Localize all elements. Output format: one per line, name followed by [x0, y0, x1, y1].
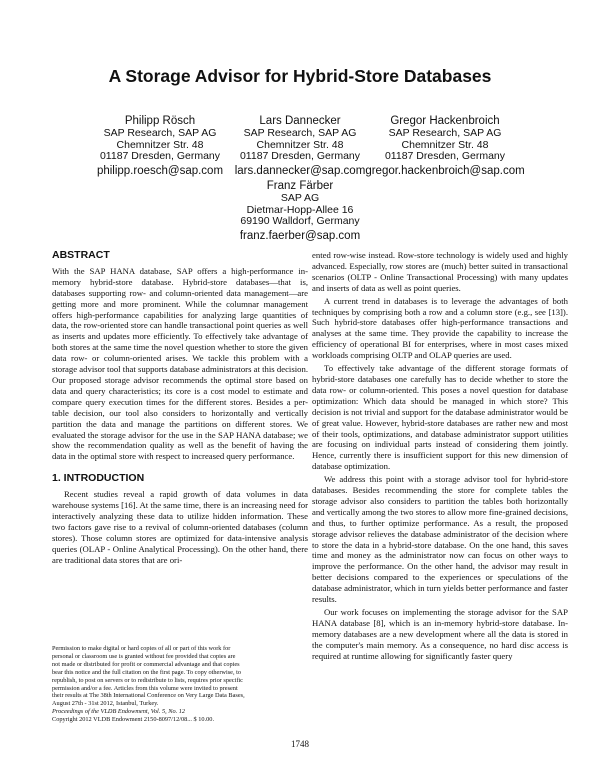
author-name: Philipp Rösch: [124, 115, 196, 127]
permission-line: not made or distributed for profit or commercial advantage and that copies: [52, 660, 240, 668]
author-affiliation: SAP Research, SAP AG: [103, 127, 217, 139]
author-affiliation: SAP Research, SAP AG: [388, 127, 502, 139]
author-email[interactable]: lars.dannecker@sap.com: [234, 164, 366, 177]
body-paragraph: We address this point with a storage advisor tool for hybrid-store databases. Besides recommending the store for complete tables the storage advisor also considers to partition the tables both horizontally and vertically among the two stores to allow more fine-grained decisions, and thus, to further optimize performance. As a result, the proposed storage advisor relieves the database administrator of the decision where to store the data in a hybrid-store database. On the one hand, this saves time and money as the administrator now can focus on other ways to improve the performance. On the other hand, the advisor may result in better decisions compared to the experiences or speculations of the database administrator, which in turn yields better performance and faster results.: [312, 474, 568, 605]
author-email[interactable]: franz.faerber@sap.com: [239, 229, 361, 242]
permission-line: Permission to make digital or hard copies of all or part of this work for: [52, 645, 231, 652]
left-column: [52, 250, 308, 567]
author-address: 01187 Dresden, Germany: [384, 150, 506, 162]
author-name: Franz Färber: [266, 180, 334, 192]
author-block: [230, 115, 370, 177]
intro-text: Recent studies reveal a rapid growth of data volumes in data warehouse systems [16]. At the same time, there is an increasing need for interactively analyzing these data to utilize hidden information. These two factors gave rise to a revival of column-oriented databases (column stores). Those column stores are optimized for data-intensive analysis queries (OLAP - Online Analytical Processing). On the other hand, there are traditional data stores that are ori-: [52, 489, 308, 565]
body-paragraph: A current trend in databases is to leverage the advantages of both techniques by comprising both a row and a column store (e.g., see [13]). Such hybrid-store databases offer high-performance transactions and analyses at the same time. They provide the capability to increase the efficiency of operational BI for enterprises, where in most cases mixed workloads comprising OLTP and OLAP queries are used.: [312, 295, 568, 361]
body-paragraph: To effectively take advantage of the different storage formats of hybrid-store databases one carefully has to decide whether to store the data row- or column-oriented. This poses a novel question for database optimization: Which data should be managed in which store? This decision is not trivial and support for the database administrator would be of great value. However, hybrid-store databases are rather new and most of their tools, optimizations, and database administrator support utilities are focusing on individual parts instead of considering them jointly. Hence, currently there is insufficient support for this new dimension of database optimization.: [312, 363, 568, 472]
permission-line: republish, to post on servers or to redistribute to lists, requires prior specific: [52, 676, 243, 684]
author-address: 01187 Dresden, Germany: [99, 150, 221, 162]
author-name: Lars Dannecker: [259, 115, 341, 127]
author-affiliation: SAP AG: [280, 192, 320, 204]
permission-line: bear this notice and the full citation on the first page. To copy otherwise, to: [52, 668, 241, 676]
right-column: [312, 250, 568, 664]
permission-line: their results at The 38th International Conference on Very Large Data Bases,: [52, 692, 245, 700]
author-block: [365, 115, 525, 177]
author-block: [230, 180, 370, 242]
permission-line: personal or classroom use is granted without fee provided that copies are: [52, 652, 236, 660]
page-number: 1748: [291, 739, 309, 749]
proceedings-line: Proceedings of the VLDB Endowment, Vol. 5, No. 12: [52, 708, 186, 716]
author-name: Gregor Hackenbroich: [390, 115, 500, 127]
author-address: 01187 Dresden, Germany: [239, 150, 361, 162]
body-paragraph: Our work focuses on implementing the storage advisor for the SAP HANA database [8], which is an in-memory hybrid-store database. In-memory databases are a new development where all the data is stored in the computer's main memory. As a consequence, no hard disc access is required at runtime allowing for significantly faster query: [312, 607, 568, 661]
author-affiliation: SAP Research, SAP AG: [243, 127, 357, 139]
paper-title: A Storage Advisor for Hybrid-Store Databases: [108, 66, 492, 86]
body-paragraph: ented row-wise instead. Row-store technology is widely used and highly advanced. Especially, row stores are (much) better suited in transactional scenarios (OLTP - Online Transactional Processing) with many updates and inserts of data as well as point queries.: [312, 250, 568, 293]
abstract-heading: ABSTRACT: [52, 249, 110, 261]
author-address: Dietmar-Hopp-Allee 16: [246, 203, 354, 216]
abstract-text: With the SAP HANA database, SAP offers a high-performance in-memory hybrid-store database. Hybrid-store databases—that is, databases supporting row- and column-oriented data management—are getting more and more prominent. While the columnar management offers high-performance capabilities for analyzing large quantities of data, the row-oriented store can handle transactional point queries as well as inserts and updates more efficiently. To effectively take advantage of both stores at the same time the novel question whether to store the given data row- or column-oriented arises. We tackle this problem with a storage advisor tool that supports database administrators at this decision. Our proposed storage advisor recommends the optimal store based on data and query characteristics; its core is a cost model to estimate and compare query execution times for the different stores. Besides a per-table decision, our tool also considers to horizontally and vertically partition the data and manage the partitions on different stores. We evaluated the storage advisor for the use in the SAP HANA database; we show the recommendation quality as well as the benefit of having the data in the optimal store with respect to increased query performance.: [52, 265, 308, 462]
author-address: Chemnitzer Str. 48: [256, 138, 344, 151]
section-heading: 1. INTRODUCTION: [52, 472, 145, 485]
permission-line: August 27th - 31st 2012, Istanbul, Turkey.: [52, 700, 159, 708]
author-email[interactable]: gregor.hackenbroich@sap.com: [365, 164, 525, 177]
author-block: [90, 115, 230, 177]
permission-line: permission and/or a fee. Articles from this volume were invited to present: [52, 684, 238, 692]
author-email[interactable]: philipp.roesch@sap.com: [96, 164, 224, 177]
author-address: 69190 Walldorf, Germany: [240, 215, 360, 227]
copyright-line: Copyright 2012 VLDB Endowment 2150-8097/12/08... $ 10.00.: [52, 716, 215, 724]
permission-notice: [52, 645, 308, 724]
author-address: Chemnitzer Str. 48: [116, 138, 204, 151]
author-address: Chemnitzer Str. 48: [401, 138, 489, 151]
